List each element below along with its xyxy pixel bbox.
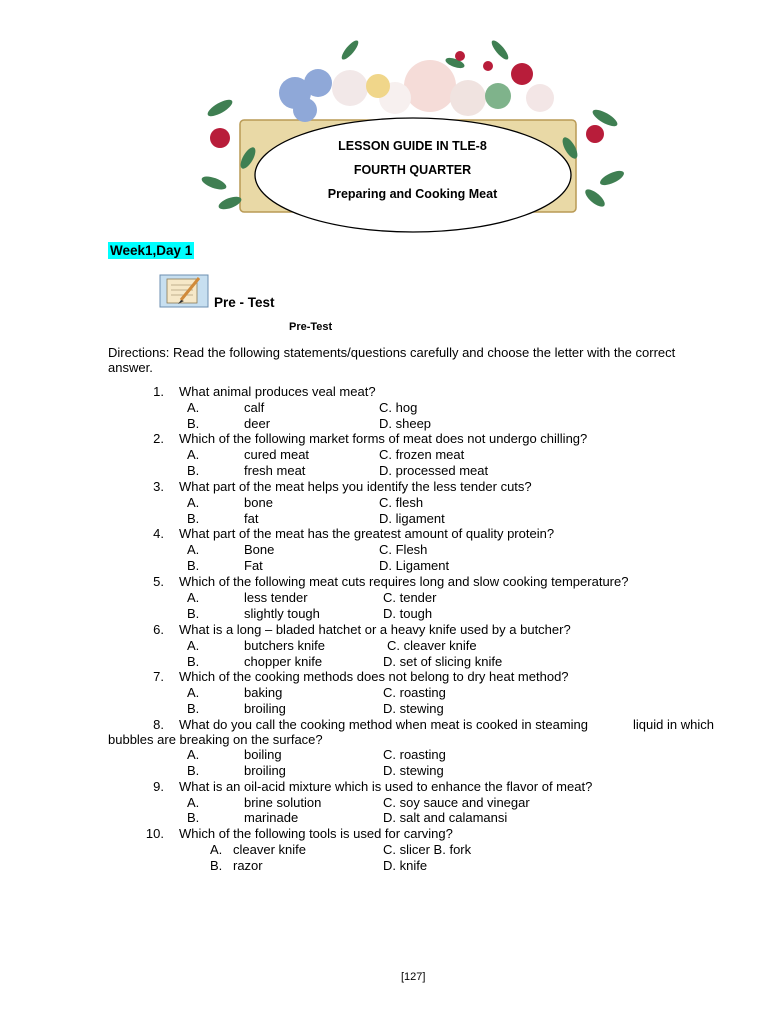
question-text-continued: bubbles are breaking on the surface? <box>108 732 323 747</box>
choice-a-letter: A. <box>187 447 200 462</box>
question-text: Which of the following market forms of meat does not undergo chilling? <box>179 431 588 446</box>
choice-a: cleaver knife <box>233 842 306 857</box>
choice-b: marinade <box>244 810 299 825</box>
question-text: Which of the cooking methods does not belong to dry heat method? <box>179 669 569 684</box>
choice-b: chopper knife <box>244 654 323 669</box>
choice-a-letter: A. <box>187 400 200 415</box>
choice-b-letter: B. <box>187 810 200 825</box>
choice-c: C. hog <box>379 400 418 415</box>
choice-d: D. salt and calamansi <box>383 810 508 825</box>
choice-a-letter: A. <box>187 638 200 653</box>
choice-b-letter: B. <box>210 858 223 873</box>
lesson-guide-title: LESSON GUIDE IN TLE-8 <box>338 139 487 153</box>
choice-a-letter: A. <box>187 495 200 510</box>
page-number: [127] <box>401 971 426 983</box>
choice-d: D. Ligament <box>379 558 450 573</box>
pretest-subtitle: Pre-Test <box>289 321 333 333</box>
choice-b: deer <box>244 416 271 431</box>
question-number: 7. <box>153 669 164 684</box>
choice-d: D. ligament <box>379 511 445 526</box>
choice-c: C. soy sauce and vinegar <box>383 795 530 810</box>
choice-a: baking <box>244 685 283 700</box>
choice-c: C. cleaver knife <box>387 638 477 653</box>
choice-b: broiling <box>244 701 286 716</box>
choice-a-letter: A. <box>187 542 200 557</box>
question-text-tail: liquid in which <box>633 717 714 732</box>
choice-a: less tender <box>244 590 308 605</box>
choice-c: C. roasting <box>383 685 446 700</box>
choice-a-letter: A. <box>187 685 200 700</box>
quarter-title: FOURTH QUARTER <box>353 163 472 177</box>
choice-c: C. roasting <box>383 747 446 762</box>
choice-b: slightly tough <box>244 606 320 621</box>
notebook-pencil-icon <box>159 274 209 308</box>
choice-a: boiling <box>244 747 282 762</box>
directions-text: Directions: Read the following statements/questions carefully and choose the letter with the correct answer. <box>108 345 676 375</box>
choice-b: fresh meat <box>244 463 306 478</box>
choice-b-letter: B. <box>187 558 200 573</box>
question-text: What is a long – bladed hatchet or a heavy knife used by a butcher? <box>179 622 571 637</box>
question-number: 2. <box>153 431 164 446</box>
choice-b-letter: B. <box>187 416 200 431</box>
choice-b-letter: B. <box>187 654 200 669</box>
choice-d: D. processed meat <box>379 463 489 478</box>
choice-d: D. stewing <box>383 763 444 778</box>
choice-a: calf <box>244 400 265 415</box>
pretest-heading: Pre - Test <box>214 295 275 310</box>
question-text: What do you call the cooking method when meat is cooked in steaming <box>179 717 589 732</box>
choice-c: C. slicer B. fork <box>383 842 472 857</box>
choice-a: butchers knife <box>244 638 325 653</box>
choice-b-letter: B. <box>187 511 200 526</box>
banner-title <box>260 134 565 206</box>
choice-c: C. Flesh <box>379 542 428 557</box>
choice-b: Fat <box>244 558 263 573</box>
week-label: Week1,Day 1 <box>110 243 193 258</box>
question-number: 1. <box>153 384 164 399</box>
question-text: Which of the following tools is used for carving? <box>179 826 453 841</box>
floral-banner <box>200 38 632 240</box>
question-number: 3. <box>153 479 164 494</box>
question-number: 10. <box>145 826 164 841</box>
question-number: 5. <box>153 574 164 589</box>
choice-b-letter: B. <box>187 763 200 778</box>
choice-d: D. sheep <box>379 416 432 431</box>
choice-d: D. set of slicing knife <box>383 654 503 669</box>
choice-d: D. tough <box>383 606 433 621</box>
choice-b: razor <box>233 858 263 873</box>
choice-b-letter: B. <box>187 701 200 716</box>
question-number: 8. <box>153 717 164 732</box>
topic-title: Preparing and Cooking Meat <box>327 187 498 201</box>
choice-a: brine solution <box>244 795 322 810</box>
question-number: 9. <box>153 779 164 794</box>
question-text: What animal produces veal meat? <box>179 384 376 399</box>
choice-a: Bone <box>244 542 275 557</box>
choice-a-letter: A. <box>187 590 200 605</box>
choice-a: bone <box>244 495 273 510</box>
question-text: Which of the following meat cuts requires long and slow cooking temperature? <box>179 574 629 589</box>
question-number: 6. <box>153 622 164 637</box>
choice-b-letter: B. <box>187 606 200 621</box>
choice-a-letter: A. <box>187 747 200 762</box>
question-text: What part of the meat has the greatest amount of quality protein? <box>179 526 555 541</box>
choice-a: cured meat <box>244 447 310 462</box>
choice-d: D. knife <box>383 858 428 873</box>
choice-a-letter: A. <box>210 842 223 857</box>
choice-b: broiling <box>244 763 286 778</box>
choice-c: C. frozen meat <box>379 447 465 462</box>
choice-d: D. stewing <box>383 701 444 716</box>
choice-b: fat <box>244 511 259 526</box>
choice-a-letter: A. <box>187 795 200 810</box>
choice-c: C. tender <box>383 590 437 605</box>
choice-c: C. flesh <box>379 495 424 510</box>
question-text: What is an oil-acid mixture which is used to enhance the flavor of meat? <box>179 779 593 794</box>
question-number: 4. <box>153 526 164 541</box>
question-text: What part of the meat helps you identify the less tender cuts? <box>179 479 532 494</box>
choice-b-letter: B. <box>187 463 200 478</box>
